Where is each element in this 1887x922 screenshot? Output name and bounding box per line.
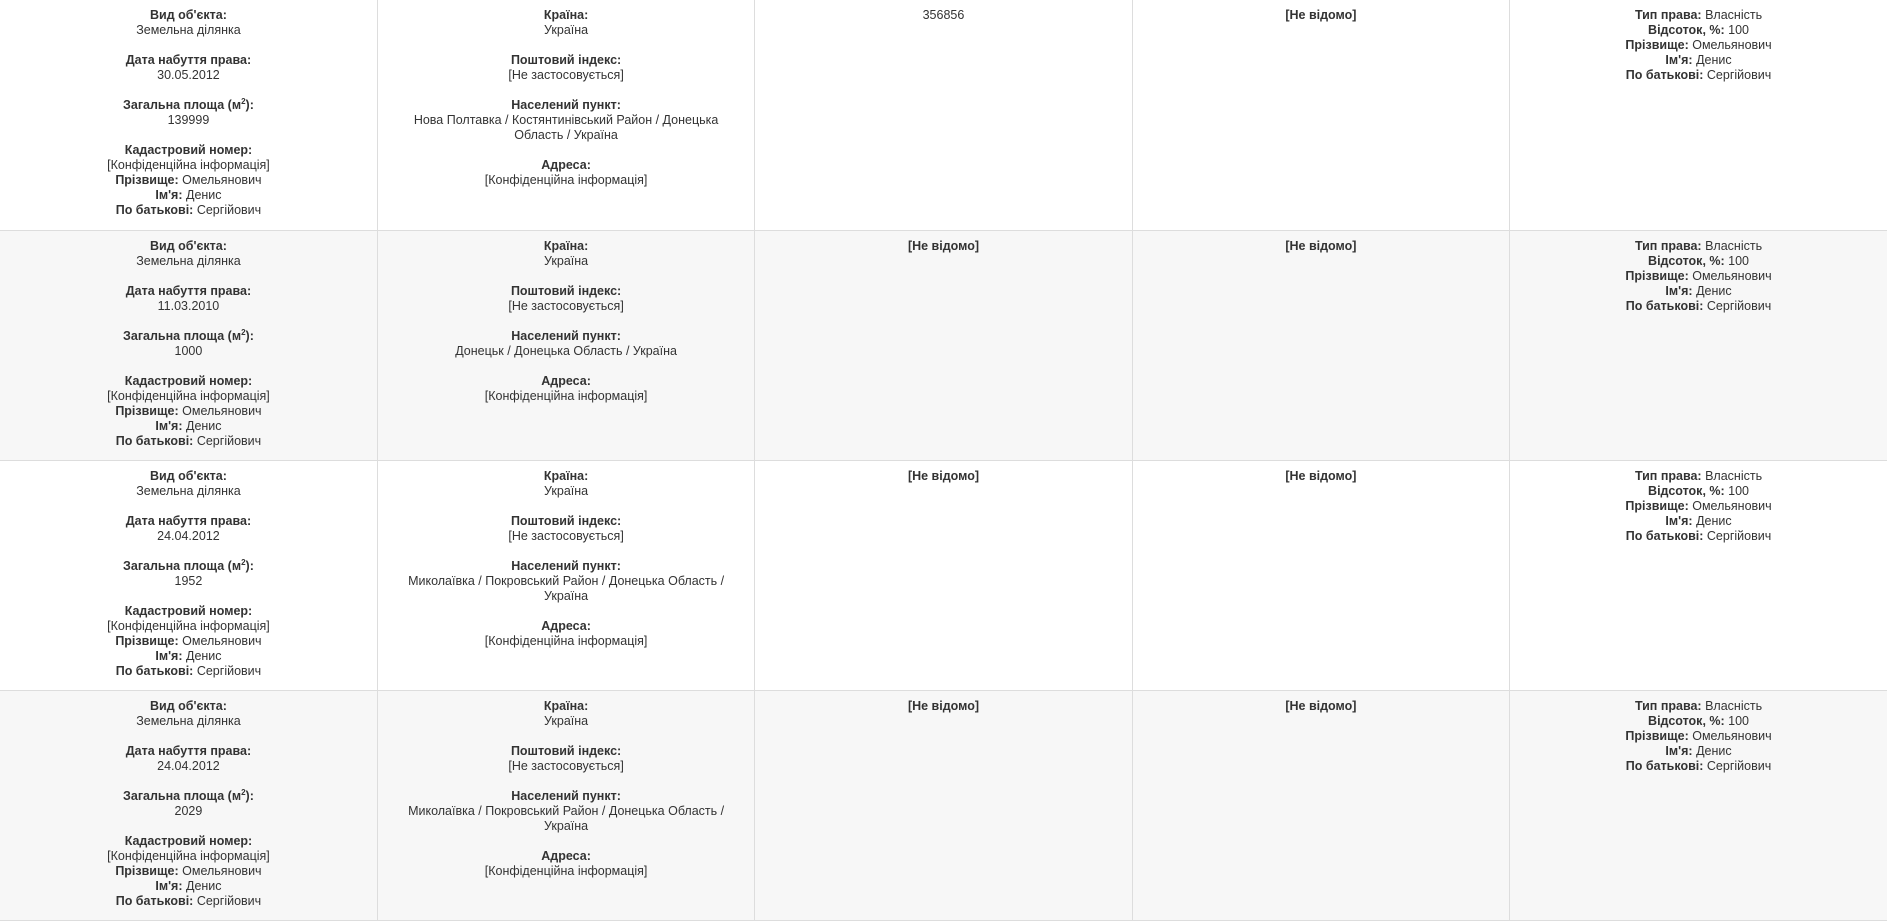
owner-name-value: Денис [1696,743,1732,758]
value-cell-2 [1132,690,1509,920]
surname-label: Прізвище: [115,173,179,187]
surname-label: Прізвище: [115,633,179,648]
name-value: Денис [185,188,222,202]
percent-label: Відсоток, %: [1648,483,1725,498]
postal-value: [Не застосовується] [508,68,624,82]
name-value: Денис [185,418,222,433]
acquired-date-label: Дата набуття права: [125,743,252,758]
percent-label: Відсоток, %: [1648,23,1725,37]
location-cell [377,690,754,920]
right-type-label: Тип права: [1634,238,1702,253]
address-value: [Конфіденційна інформація] [484,173,648,187]
rights-cell [1510,460,1887,690]
surname-label: Прізвище: [115,863,179,878]
owner-surname-label: Прізвище: [1625,38,1689,52]
object-cell [0,460,377,690]
object-type-label: Вид об'єкта: [150,698,227,713]
value-text-2: [Не відомо] [1285,698,1357,713]
address-value: [Конфіденційна інформація] [484,633,648,648]
postal-value: [Не застосовується] [508,758,624,773]
owner-name-label: Ім'я: [1665,283,1693,298]
right-type-value: Власність [1705,8,1763,22]
locality-label: Населений пункт: [511,558,621,573]
owner-name-label: Ім'я: [1665,513,1693,528]
table-row [0,230,1887,460]
name-value: Денис [185,878,222,893]
owner-patronymic-label: По батькові: [1625,758,1704,773]
cadastral-label: Кадастровий номер: [124,143,253,157]
address-label: Адреса: [541,848,591,863]
locality-value: Донецьк / Донецька Область / Україна [455,343,677,358]
address-label: Адреса: [541,158,591,172]
patronymic-label: По батькові: [115,893,194,908]
owner-surname-value: Омельянович [1692,498,1772,513]
value-cell [755,0,1132,230]
locality-label: Населений пункт: [511,788,621,803]
name-label: Ім'я: [155,648,183,663]
name-label: Ім'я: [155,878,183,893]
country-label: Країна: [543,698,589,713]
value-text-2: [Не відомо] [1285,238,1357,253]
cadastral-value: [Конфіденційна інформація] [107,618,270,633]
value-text: 356856 [922,8,965,22]
name-label: Ім'я: [155,188,183,202]
country-value: Україна [544,483,589,498]
country-label: Країна: [543,468,589,483]
table-row [0,690,1887,920]
owner-surname-label: Прізвище: [1625,728,1689,743]
value-cell [755,690,1132,920]
object-type-label: Вид об'єкта: [150,238,227,253]
country-label: Країна: [543,238,589,253]
value-text: [Не відомо] [907,468,979,483]
patronymic-value: Сергійович [196,893,262,908]
postal-value: [Не застосовується] [508,298,624,313]
location-cell [377,460,754,690]
object-type-label: Вид об'єкта: [150,8,227,22]
owner-name-label: Ім'я: [1665,53,1693,67]
acquired-date-label: Дата набуття права: [125,53,252,67]
postal-value: [Не застосовується] [508,528,624,543]
locality-value: Миколаївка / Покровський Район / Донецька Область / Україна [408,573,725,603]
owner-patronymic-value: Сергійович [1706,528,1772,543]
area-value: 1000 [174,343,203,358]
surname-label: Прізвище: [115,403,179,418]
value-text-2: [Не відомо] [1285,468,1357,483]
acquired-date-value: 11.03.2010 [157,298,220,313]
postal-label: Поштовий індекс: [510,743,622,758]
table-row [0,460,1887,690]
acquired-date-value: 24.04.2012 [157,758,220,773]
surname-value: Омельянович [182,173,262,187]
country-label: Країна: [543,8,589,22]
patronymic-value: Сергійович [196,203,262,217]
address-label: Адреса: [541,618,591,633]
owner-name-value: Денис [1696,53,1732,67]
country-value: Україна [544,253,589,268]
surname-value: Омельянович [182,633,262,648]
right-type-value: Власність [1705,238,1763,253]
name-label: Ім'я: [155,418,183,433]
right-type-label: Тип права: [1634,698,1702,713]
acquired-date-value: 24.04.2012 [157,528,220,543]
patronymic-label: По батькові: [115,663,194,678]
value-text-2: [Не відомо] [1285,8,1357,22]
patronymic-label: По батькові: [115,433,194,448]
cadastral-label: Кадастровий номер: [124,603,253,618]
owner-name-value: Денис [1696,283,1732,298]
owner-patronymic-value: Сергійович [1706,298,1772,313]
value-text: [Не відомо] [907,698,979,713]
rights-cell [1510,690,1887,920]
rights-cell [1510,230,1887,460]
right-type-value: Власність [1705,468,1763,483]
acquired-date-value: 30.05.2012 [157,68,220,82]
owner-patronymic-label: По батькові: [1625,528,1704,543]
object-cell [0,690,377,920]
owner-name-value: Денис [1696,513,1732,528]
percent-value: 100 [1728,713,1750,728]
location-cell [377,0,754,230]
owner-surname-value: Омельянович [1692,38,1772,52]
object-cell [0,230,377,460]
address-value: [Конфіденційна інформація] [484,388,648,403]
surname-value: Омельянович [182,403,262,418]
area-label: Загальна площа $(м^2)$: [123,557,254,573]
percent-label: Відсоток, %: [1648,713,1725,728]
locality-value: Миколаївка / Покровський Район / Донецька Область / Україна [408,803,725,833]
right-type-label: Тип права: [1634,8,1702,22]
value-cell [755,230,1132,460]
surname-value: Омельянович [182,863,262,878]
percent-value: 100 [1728,23,1750,37]
owner-surname-value: Омельянович [1692,728,1772,743]
value-cell-2 [1132,460,1509,690]
percent-value: 100 [1728,253,1750,268]
locality-label: Населений пункт: [511,98,621,112]
value-cell-2 [1132,230,1509,460]
postal-label: Поштовий індекс: [510,53,622,67]
patronymic-value: Сергійович [196,663,262,678]
owner-patronymic-value: Сергійович [1706,758,1772,773]
rights-cell [1510,0,1887,230]
cadastral-label: Кадастровий номер: [124,833,253,848]
owner-surname-label: Прізвище: [1625,268,1689,283]
right-type-value: Власність [1705,698,1763,713]
postal-label: Поштовий індекс: [510,513,622,528]
area-value: 139999 [167,113,210,127]
owner-patronymic-value: Сергійович [1706,68,1772,82]
owner-surname-label: Прізвище: [1625,498,1689,513]
cadastral-label: Кадастровий номер: [124,373,253,388]
acquired-date-label: Дата набуття права: [125,513,252,528]
object-type-value: Земельна ділянка [136,253,241,268]
owner-surname-value: Омельянович [1692,268,1772,283]
postal-label: Поштовий індекс: [510,283,622,298]
area-label: Загальна площа $(м^2)$: [123,787,254,803]
patronymic-value: Сергійович [196,433,262,448]
owner-name-label: Ім'я: [1665,743,1693,758]
value-cell [755,460,1132,690]
country-value: Україна [544,713,589,728]
patronymic-label: По батькові: [115,203,194,217]
object-type-label: Вид об'єкта: [150,468,227,483]
area-label: Загальна площа $(м^2)$: [123,327,254,343]
locality-label: Населений пункт: [511,328,621,343]
object-type-value: Земельна ділянка [136,713,241,728]
object-type-value: Земельна ділянка [136,483,241,498]
table-row [0,0,1887,230]
percent-value: 100 [1728,483,1750,498]
area-value: 1952 [174,573,203,588]
percent-label: Відсоток, %: [1648,253,1725,268]
name-value: Денис [185,648,222,663]
area-value: 2029 [174,803,203,818]
acquired-date-label: Дата набуття права: [125,283,252,298]
owner-patronymic-label: По батькові: [1625,298,1704,313]
location-cell [377,230,754,460]
owner-patronymic-label: По батькові: [1625,68,1704,82]
value-text: [Не відомо] [907,238,979,253]
address-label: Адреса: [541,373,591,388]
value-cell-2 [1132,0,1509,230]
country-value: Україна [544,23,589,37]
object-cell [0,0,377,230]
area-label: Загальна площа $(м^2)$: [123,96,254,112]
address-value: [Конфіденційна інформація] [484,863,648,878]
object-type-value: Земельна ділянка [136,23,241,37]
cadastral-value: [Конфіденційна інформація] [107,388,270,403]
cadastral-value: [Конфіденційна інформація] [107,848,270,863]
cadastral-value: [Конфіденційна інформація] [107,158,270,172]
right-type-label: Тип права: [1634,468,1702,483]
locality-value: Нова Полтавка / Костянтинівський Район / Донецька Область / Україна [413,113,719,142]
